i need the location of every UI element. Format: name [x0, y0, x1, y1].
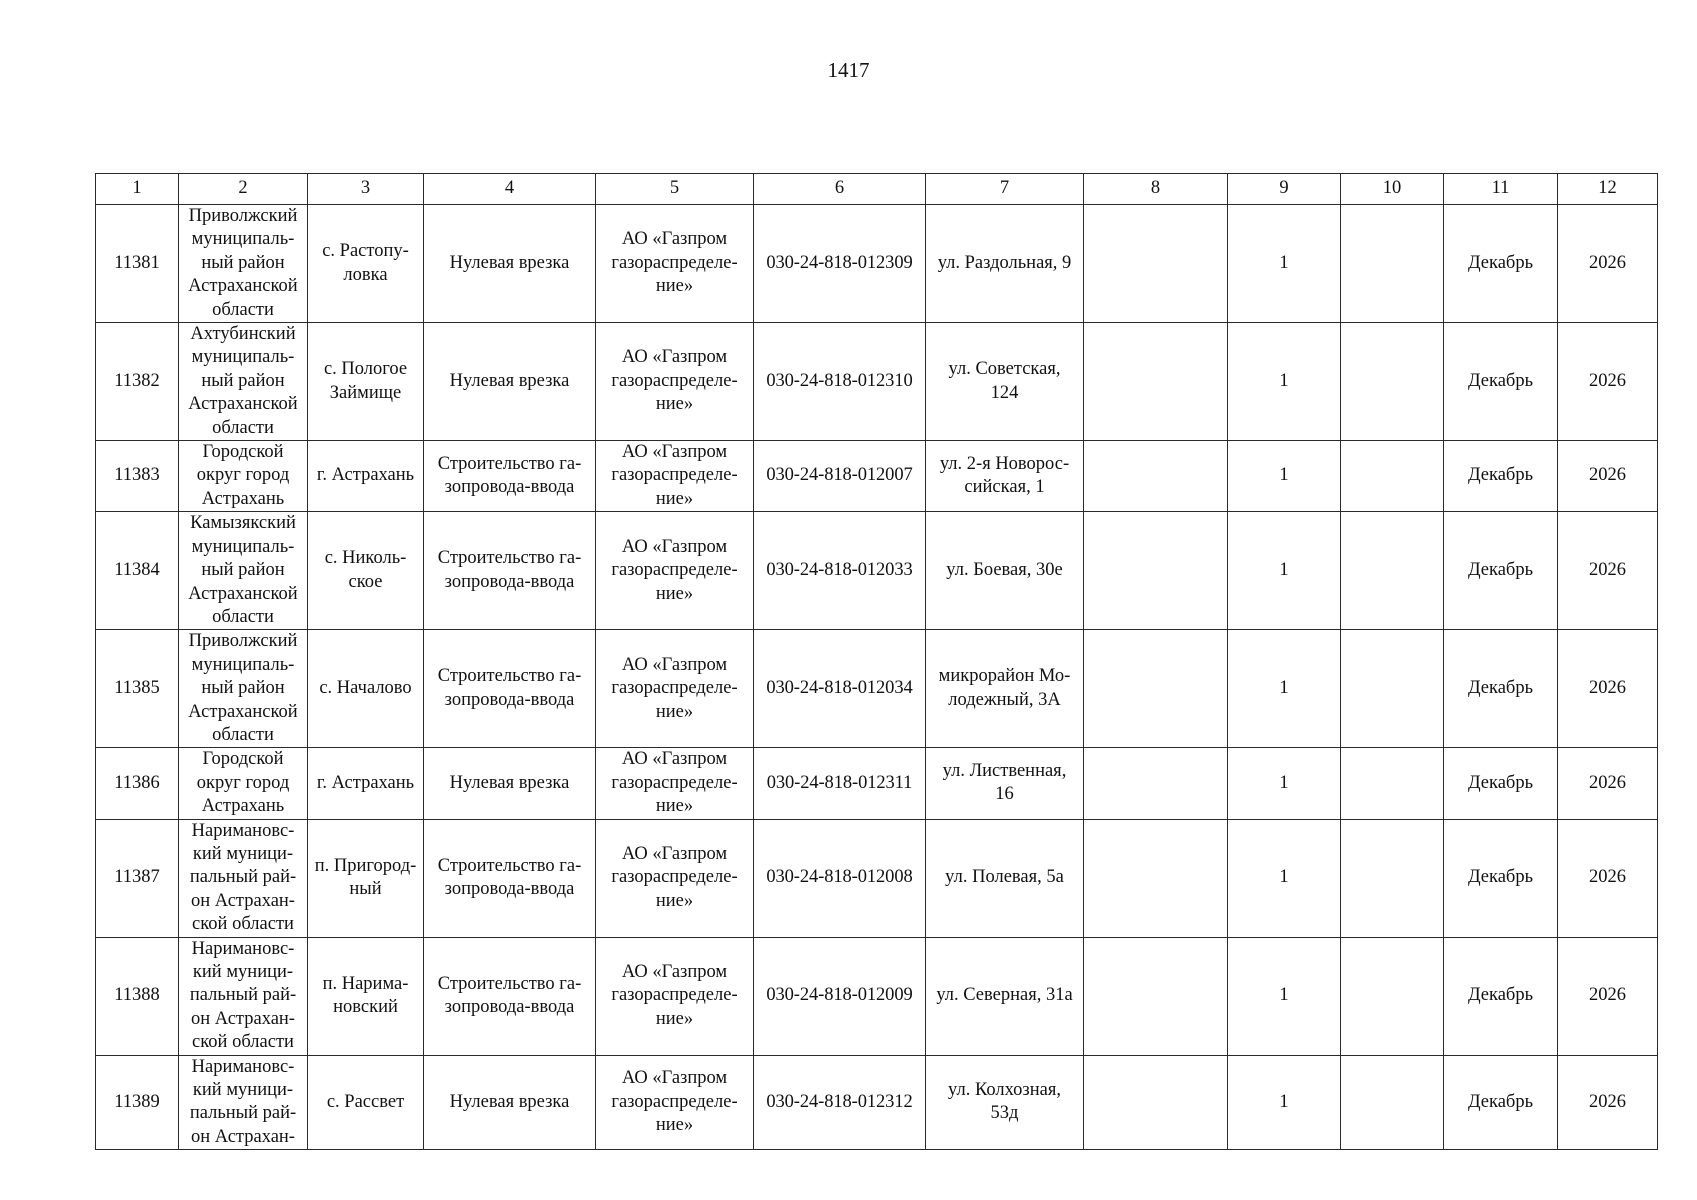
cell-col8: [1084, 937, 1228, 1055]
cell-number: 11382: [96, 323, 179, 441]
cell-object-code: 030-24-818-012034: [754, 630, 926, 748]
cell-year: 2026: [1558, 441, 1658, 512]
cell-quantity: 1: [1228, 1055, 1341, 1150]
cell-settlement: с. Николь- ское: [308, 512, 424, 630]
cell-address: ул. Северная, 31а: [926, 937, 1084, 1055]
cell-year: 2026: [1558, 748, 1658, 819]
cell-district: Городской округ город Астрахань: [179, 441, 308, 512]
cell-number: 11386: [96, 748, 179, 819]
cell-district: Наримановс- кий муници- пальный рай- он Астрахан- ской области: [179, 937, 308, 1055]
table-row: [96, 937, 1658, 1055]
cell-col10: [1341, 441, 1444, 512]
cell-col8: [1084, 1055, 1228, 1150]
cell-quantity: 1: [1228, 819, 1341, 937]
cell-organization: АО «Газпром газораспределе- ние»: [596, 205, 754, 323]
cell-col8: [1084, 819, 1228, 937]
cell-organization: АО «Газпром газораспределе- ние»: [596, 748, 754, 819]
cell-year: 2026: [1558, 323, 1658, 441]
cell-year: 2026: [1558, 205, 1658, 323]
table-row: [96, 323, 1658, 441]
cell-organization: АО «Газпром газораспределе- ние»: [596, 1055, 754, 1150]
cell-settlement: п. Пригород- ный: [308, 819, 424, 937]
cell-district: Наримановс- кий муници- пальный рай- он Астрахан-: [179, 1055, 308, 1150]
cell-object-code: 030-24-818-012009: [754, 937, 926, 1055]
cell-number: 11388: [96, 937, 179, 1055]
cell-object-code: 030-24-818-012008: [754, 819, 926, 937]
cell-settlement: с. Пологое Займище: [308, 323, 424, 441]
cell-object-code: 030-24-818-012310: [754, 323, 926, 441]
header-col-5: 5: [596, 174, 754, 205]
cell-object-code: 030-24-818-012007: [754, 441, 926, 512]
cell-quantity: 1: [1228, 441, 1341, 512]
cell-col8: [1084, 441, 1228, 512]
cell-district: Городской округ город Астрахань: [179, 748, 308, 819]
cell-work-type: Строительство га- зопровода-ввода: [424, 937, 596, 1055]
cell-settlement: с. Рассвет: [308, 1055, 424, 1150]
cell-month: Декабрь: [1444, 512, 1558, 630]
header-col-12: 12: [1558, 174, 1658, 205]
table-row: [96, 205, 1658, 323]
cell-settlement: г. Астрахань: [308, 748, 424, 819]
cell-object-code: 030-24-818-012309: [754, 205, 926, 323]
cell-col10: [1341, 323, 1444, 441]
header-col-6: 6: [754, 174, 926, 205]
cell-address: микрорайон Мо- лодежный, 3А: [926, 630, 1084, 748]
cell-col10: [1341, 630, 1444, 748]
table-row: [96, 1055, 1658, 1150]
cell-work-type: Строительство га- зопровода-ввода: [424, 630, 596, 748]
cell-address: ул. Боевая, 30е: [926, 512, 1084, 630]
table-row: [96, 630, 1658, 748]
cell-work-type: Нулевая врезка: [424, 1055, 596, 1150]
cell-quantity: 1: [1228, 937, 1341, 1055]
cell-district: Ахтубинский муниципаль- ный район Астраханской области: [179, 323, 308, 441]
table-row: [96, 819, 1658, 937]
header-row: [96, 174, 1658, 205]
cell-organization: АО «Газпром газораспределе- ние»: [596, 441, 754, 512]
cell-work-type: Нулевая врезка: [424, 205, 596, 323]
cell-address: ул. Лиственная, 16: [926, 748, 1084, 819]
cell-month: Декабрь: [1444, 323, 1558, 441]
cell-month: Декабрь: [1444, 441, 1558, 512]
cell-settlement: с. Растопу- ловка: [308, 205, 424, 323]
cell-number: 11389: [96, 1055, 179, 1150]
cell-quantity: 1: [1228, 205, 1341, 323]
cell-settlement: г. Астрахань: [308, 441, 424, 512]
cell-object-code: 030-24-818-012033: [754, 512, 926, 630]
cell-work-type: Строительство га- зопровода-ввода: [424, 512, 596, 630]
cell-address: ул. Колхозная, 53д: [926, 1055, 1084, 1150]
cell-col10: [1341, 512, 1444, 630]
cell-col8: [1084, 323, 1228, 441]
cell-work-type: Строительство га- зопровода-ввода: [424, 819, 596, 937]
cell-organization: АО «Газпром газораспределе- ние»: [596, 512, 754, 630]
cell-organization: АО «Газпром газораспределе- ние»: [596, 323, 754, 441]
table-row: [96, 748, 1658, 819]
cell-object-code: 030-24-818-012311: [754, 748, 926, 819]
header-col-7: 7: [926, 174, 1084, 205]
cell-work-type: Нулевая врезка: [424, 748, 596, 819]
table-row: [96, 512, 1658, 630]
cell-quantity: 1: [1228, 512, 1341, 630]
cell-work-type: Строительство га- зопровода-ввода: [424, 441, 596, 512]
cell-year: 2026: [1558, 512, 1658, 630]
cell-work-type: Нулевая врезка: [424, 323, 596, 441]
page-number: 1417: [827, 58, 870, 82]
cell-col8: [1084, 512, 1228, 630]
cell-number: 11381: [96, 205, 179, 323]
cell-object-code: 030-24-818-012312: [754, 1055, 926, 1150]
header-col-2: 2: [179, 174, 308, 205]
cell-month: Декабрь: [1444, 205, 1558, 323]
cell-organization: АО «Газпром газораспределе- ние»: [596, 937, 754, 1055]
cell-col10: [1341, 1055, 1444, 1150]
cell-number: 11385: [96, 630, 179, 748]
cell-month: Декабрь: [1444, 937, 1558, 1055]
cell-organization: АО «Газпром газораспределе- ние»: [596, 630, 754, 748]
header-col-1: 1: [96, 174, 179, 205]
cell-address: ул. Полевая, 5а: [926, 819, 1084, 937]
cell-col8: [1084, 748, 1228, 819]
cell-address: ул. Раздольная, 9: [926, 205, 1084, 323]
cell-quantity: 1: [1228, 630, 1341, 748]
header-col-3: 3: [308, 174, 424, 205]
cell-district: Приволжский муниципаль- ный район Астраханской области: [179, 630, 308, 748]
cell-address: ул. 2-я Новорос- сийская, 1: [926, 441, 1084, 512]
cell-number: 11383: [96, 441, 179, 512]
cell-number: 11384: [96, 512, 179, 630]
cell-col10: [1341, 748, 1444, 819]
cell-col10: [1341, 819, 1444, 937]
cell-settlement: с. Началово: [308, 630, 424, 748]
cell-district: Камызякский муниципаль- ный район Астраханской области: [179, 512, 308, 630]
data-table: [95, 173, 1658, 1150]
table-row: [96, 441, 1658, 512]
cell-number: 11387: [96, 819, 179, 937]
cell-col8: [1084, 630, 1228, 748]
cell-year: 2026: [1558, 630, 1658, 748]
header-col-9: 9: [1228, 174, 1341, 205]
header-col-8: 8: [1084, 174, 1228, 205]
cell-quantity: 1: [1228, 323, 1341, 441]
cell-col10: [1341, 205, 1444, 323]
cell-quantity: 1: [1228, 748, 1341, 819]
cell-col10: [1341, 937, 1444, 1055]
header-col-10: 10: [1341, 174, 1444, 205]
cell-address: ул. Советская, 124: [926, 323, 1084, 441]
header-col-11: 11: [1444, 174, 1558, 205]
header-col-4: 4: [424, 174, 596, 205]
cell-year: 2026: [1558, 819, 1658, 937]
cell-district: Наримановс- кий муници- пальный рай- он Астрахан- ской области: [179, 819, 308, 937]
cell-settlement: п. Нарима- новский: [308, 937, 424, 1055]
cell-month: Декабрь: [1444, 819, 1558, 937]
cell-district: Приволжский муниципаль- ный район Астраханской области: [179, 205, 308, 323]
cell-organization: АО «Газпром газораспределе- ние»: [596, 819, 754, 937]
cell-month: Декабрь: [1444, 630, 1558, 748]
cell-year: 2026: [1558, 937, 1658, 1055]
cell-month: Декабрь: [1444, 748, 1558, 819]
cell-col8: [1084, 205, 1228, 323]
cell-year: 2026: [1558, 1055, 1658, 1150]
cell-month: Декабрь: [1444, 1055, 1558, 1150]
